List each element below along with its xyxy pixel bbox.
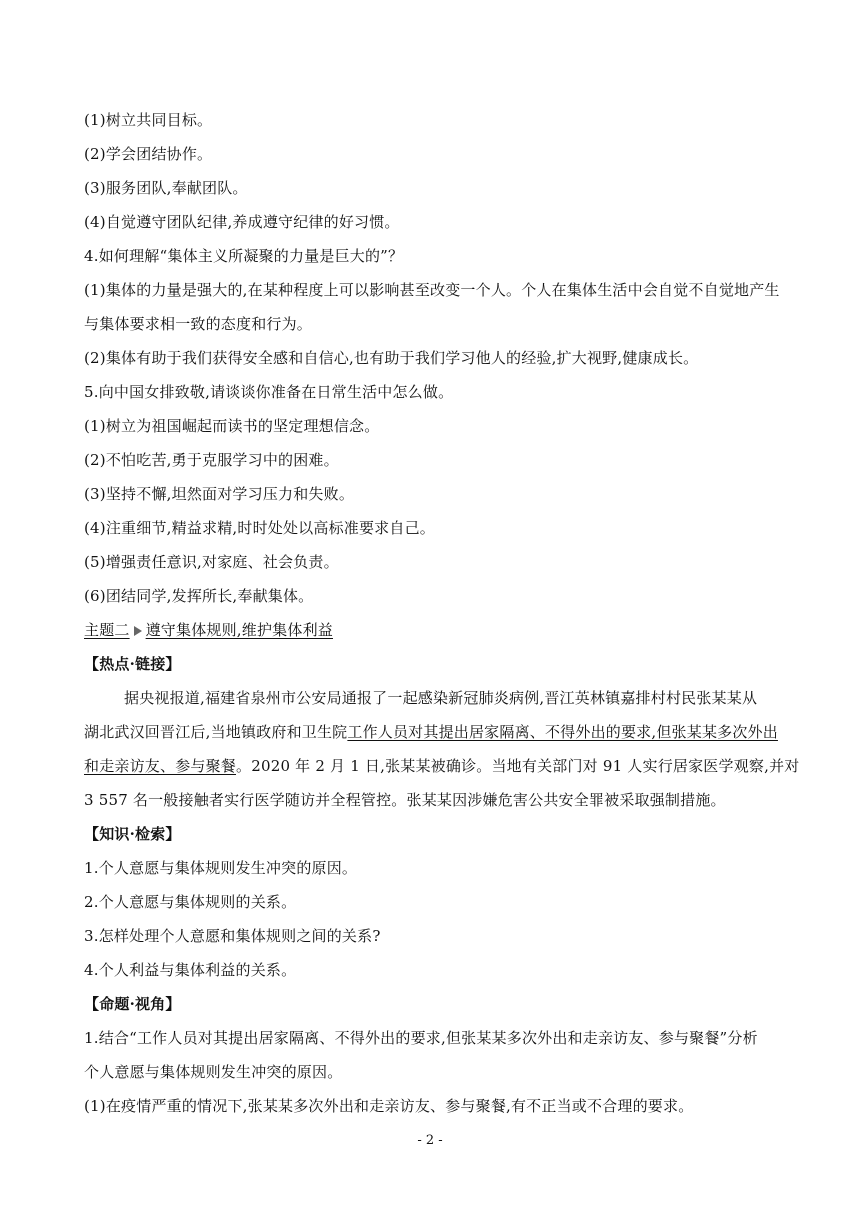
proposition-line: (1)在疫情严重的情况下,张某某多次外出和走亲访友、参与聚餐,有不正当或不合理的要求。 [84,1097,694,1115]
question-5: 5.向中国女排致敬,请谈谈你准备在日常生活中怎么做。 [84,383,454,401]
proposition-line: 1.结合“工作人员对其提出居家隔离、不得外出的要求,但张某某多次外出和走亲访友、参与聚餐”分析 [84,1029,758,1047]
text-line: (4)注重细节,精益求精,时时处处以高标准要求自己。 [84,519,435,537]
topic-title: 遵守集体规则,维护集体利益 [145,621,333,639]
text-span: 湖北武汉回晋江后,当地镇政府和卫生院 [84,723,348,741]
hot-paragraph-line [84,756,800,776]
hot-paragraph-line: 3 557 名一般接触者实行医学随访并全程管控。张某某因涉嫌危害公共安全罪被采取强制措施。 [84,791,726,809]
proposition-line: 个人意愿与集体规则发生冲突的原因。 [84,1063,343,1081]
page-number: - 2 - [417,1133,443,1148]
knowledge-item: 4.个人利益与集体利益的关系。 [84,961,297,979]
proposition-heading: 【命题·视角】 [84,995,181,1013]
triangle-arrow-icon [134,626,142,636]
knowledge-item: 1.个人意愿与集体规则发生冲突的原因。 [84,859,358,877]
knowledge-item: 2.个人意愿与集体规则的关系。 [84,893,297,911]
topic-heading [84,620,784,640]
underlined-text: 工作人员对其提出居家隔离、不得外出的要求,但张某某多次外出 [347,723,778,741]
text-line: (5)增强责任意识,对家庭、社会负责。 [84,553,339,571]
text-line: (6)团结同学,发挥所长,奉献集体。 [84,587,314,605]
hot-paragraph-line [84,722,784,742]
question-4: 4.如何理解“集体主义所凝聚的力量是巨大的”？ [84,247,404,265]
text-line: (1)树立为祖国崛起而读书的坚定理想信念。 [84,417,380,435]
knowledge-item: 3.怎样处理个人意愿和集体规则之间的关系? [84,927,381,945]
topic-prefix: 主题二 [84,621,130,639]
text-line: (3)坚持不懈,坦然面对学习压力和失败。 [84,485,355,503]
text-line: 与集体要求相一致的态度和行为。 [84,315,313,333]
text-line: (3)服务团队,奉献团队。 [84,179,248,197]
text-line: (2)不怕吃苦,勇于克服学习中的困难。 [84,451,339,469]
text-line: (4)自觉遵守团队纪律,养成遵守纪律的好习惯。 [84,213,400,231]
text-line: (1)树立共同目标。 [84,111,213,129]
text-span: 。2020 年 2 月 1 日,张某某被确诊。当地有关部门对 91 人实行居家医学观察,并对 [236,757,800,775]
hot-heading: 【热点·链接】 [84,655,181,673]
text-line: (2)集体有助于我们获得安全感和自信心,也有助于我们学习他人的经验,扩大视野,健康成长。 [84,349,699,367]
text-line: (2)学会团结协作。 [84,145,213,163]
hot-paragraph-line: 据央视报道,福建省泉州市公安局通报了一起感染新冠肺炎病例,晋江英林镇嘉排村村民张某某从 [124,689,758,707]
text-line: (1)集体的力量是强大的,在某种程度上可以影响甚至改变一个人。个人在集体生活中会自觉不自觉地产生 [84,281,780,299]
underlined-text: 和走亲访友、参与聚餐 [84,757,237,775]
knowledge-heading: 【知识·检索】 [84,825,181,843]
